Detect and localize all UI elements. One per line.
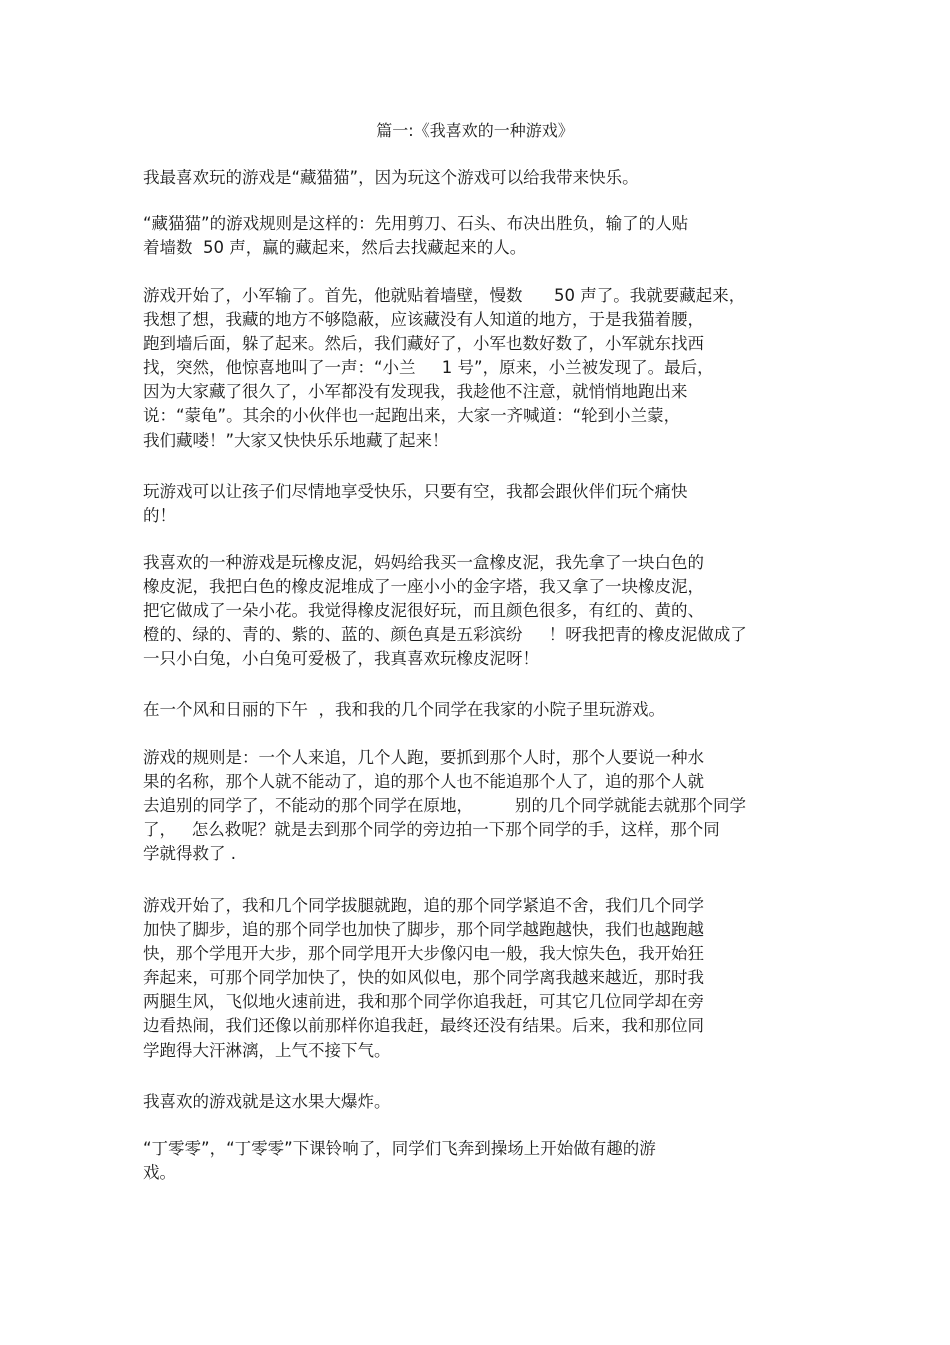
text-line: 因为大家藏了很久了，小军都没有发现我，我趁他不注意，就悄悄地跑出来 <box>143 382 688 402</box>
text-line: 我最喜欢玩的游戏是“藏猫猫”，因为玩这个游戏可以给我带来快乐。 <box>143 168 639 187</box>
document-title: 篇一:《我喜欢的一种游戏》 <box>376 121 574 140</box>
text-line: “藏猫猫”的游戏规则是这样的：先用剪刀、石头、布决出胜负，输了的人贴 <box>143 214 689 233</box>
paragraph-7 <box>143 746 746 866</box>
text-line: 跑到墙后面，躲了起来。然后，我们藏好了，小军也数好数了，小军就东找西 <box>143 334 704 354</box>
text-line: 了， 怎么救呢？就是去到那个同学的旁边拍一下那个同学的手，这样，那个同 <box>143 820 720 840</box>
text-line: 着墙数 50 声，赢的藏起来，然后去找藏起来的人。 <box>143 238 527 258</box>
text-line: 我喜欢的一种游戏是玩橡皮泥，妈妈给我买一盒橡皮泥，我先拿了一块白色的 <box>143 553 704 572</box>
paragraph-10 <box>143 1137 656 1185</box>
text-line: 玩游戏可以让孩子们尽情地享受快乐，只要有空，我都会跟伙伴们玩个痛快 <box>143 482 688 501</box>
text-line: 去追别的同学了，不能动的那个同学在原地， 别的几个同学就能去就那个同学 <box>143 796 746 816</box>
paragraph-9 <box>143 1090 391 1114</box>
text-line: 戏。 <box>143 1163 176 1183</box>
text-line: 学跑得大汗淋漓，上气不接下气。 <box>143 1040 391 1060</box>
text-line: 加快了脚步，追的那个同学也加快了脚步，那个同学越跑越快，我们也越跑越 <box>143 920 704 940</box>
text-line: 一只小白兔，小白兔可爱极了，我真喜欢玩橡皮泥呀！ <box>143 649 539 669</box>
paragraph-3 <box>143 284 745 453</box>
text-line: 奔起来，可那个同学加快了，快的如风似电，那个同学离我越来越近，那时我 <box>143 968 704 988</box>
text-line: 在一个风和日丽的下午 ，我和我的几个同学在我家的小院子里玩游戏。 <box>143 700 665 719</box>
text-line: 边看热闹，我们还像以前那样你追我赶，最终还没有结果。后来，我和那位同 <box>143 1016 704 1036</box>
text-line: 游戏开始了，小军输了。首先，他就贴着墙壁，慢数 50 声了。我就要藏起来， <box>143 286 746 305</box>
text-line: 找，突然，他惊喜地叫了一声：“小兰 1 号”，原来，小兰被发现了。最后， <box>143 358 714 378</box>
text-line: 橙的、绿的、青的、紫的、蓝的、颜色真是五彩滨纷 ！呀我把青的橡皮泥做成了 <box>143 625 747 645</box>
text-line: 我喜欢的游戏就是这水果大爆炸。 <box>143 1092 391 1111</box>
paragraph-6 <box>143 698 665 722</box>
text-line: 把它做成了一朵小花。我觉得橡皮泥很好玩，而且颜色很多，有红的、黄的、 <box>143 601 704 621</box>
text-line: 学就得救了 . <box>143 844 236 864</box>
text-line: 我们藏喽！”大家又快快乐乐地藏了起来！ <box>143 430 449 450</box>
text-line: 游戏开始了，我和几个同学拔腿就跑，追的那个同学紧追不舍，我们几个同学 <box>143 896 704 915</box>
text-line: 的！ <box>143 506 176 526</box>
text-line: 两腿生风，飞似地火速前进，我和那个同学你追我赶，可其它几位同学却在旁 <box>143 992 704 1012</box>
text-line: 游戏的规则是：一个人来追，几个人跑，要抓到那个人时，那个人要说一种水 <box>143 748 704 767</box>
paragraph-8 <box>143 894 704 1063</box>
text-line: 我想了想，我藏的地方不够隐蔽，应该藏没有人知道的地方，于是我猫着腰， <box>143 310 704 330</box>
text-line: “丁零零”，“丁零零”下课铃响了，同学们飞奔到操场上开始做有趣的游 <box>143 1139 656 1158</box>
text-line: 说：“蒙龟”。其余的小伙伴也一起跑出来，大家一齐喊道：“轮到小兰蒙， <box>143 406 681 426</box>
paragraph-2 <box>143 212 688 260</box>
paragraph-1 <box>143 166 639 190</box>
text-line: 橡皮泥，我把白色的橡皮泥堆成了一座小小的金字塔，我又拿了一块橡皮泥， <box>143 577 704 597</box>
text-line: 快，那个学甩开大步，那个同学甩开大步像闪电一般，我大惊失色，我开始狂 <box>143 944 704 964</box>
paragraph-4 <box>143 480 688 528</box>
text-line: 果的名称，那个人就不能动了，追的那个人也不能追那个人了，追的那个人就 <box>143 772 704 792</box>
paragraph-5 <box>143 551 747 671</box>
